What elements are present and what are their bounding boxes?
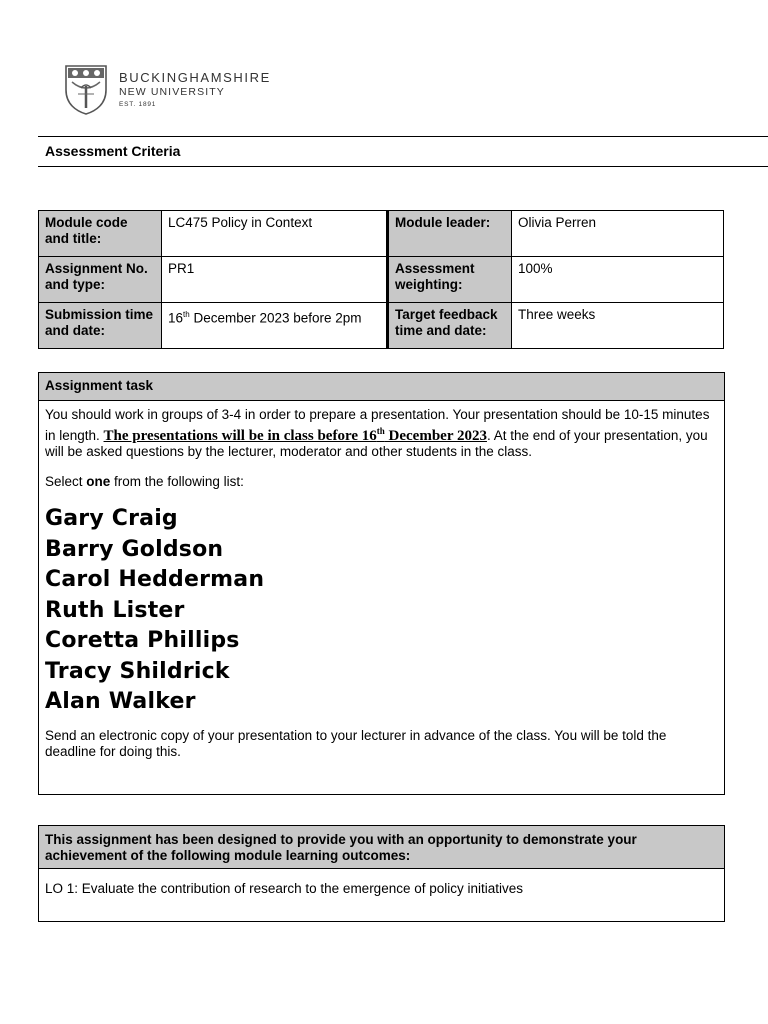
select-bold: one: [86, 474, 111, 489]
table-row: [39, 303, 724, 349]
module-leader-label: Module leader:: [388, 211, 512, 257]
list-item: Carol Hedderman: [45, 567, 265, 592]
list-item: Alan Walker: [45, 689, 196, 714]
submission-rest: December 2023 before 2pm: [189, 310, 362, 326]
task-text-end: . At the end of your presentation, you will be asked questions by the lecturer, moderator and other students in the class.: [45, 428, 708, 459]
table-row: [39, 257, 724, 303]
task-paragraph-1: [45, 407, 718, 460]
list-item: Ruth Lister: [45, 597, 185, 623]
bottom-rule: [38, 166, 768, 167]
university-logo: [64, 64, 284, 116]
submission-sup: th: [183, 310, 190, 319]
list-item: Coretta Phillips: [45, 628, 240, 653]
top-rule: [38, 136, 768, 137]
task-body: [39, 401, 725, 795]
weighting-label: Assessment weighting:: [388, 257, 512, 303]
weighting-value: 100%: [512, 257, 724, 303]
list-item: Barry Goldson: [45, 536, 224, 562]
select-text-end: from the following list:: [110, 474, 244, 489]
submission-day: 16: [168, 310, 184, 326]
assignment-task-box: [38, 372, 725, 795]
module-code-value: LC475 Policy in Context: [162, 211, 388, 257]
crest-icon: [64, 64, 108, 116]
logo-line-3: EST. 1891: [119, 101, 157, 108]
module-leader-value: Olivia Perren: [512, 211, 724, 257]
author-list: [45, 504, 718, 718]
deadline-emphasis: [104, 428, 487, 444]
outcome-lo1: LO 1: Evaluate the contribution of research to the emergence of policy initiatives: [39, 869, 725, 922]
feedback-label: Target feedback time and date:: [388, 303, 512, 349]
assignment-value: PR1: [162, 257, 388, 303]
outcomes-header: This assignment has been designed to provide you with an opportunity to demonstrate your achievement of the following module learning outcomes:: [39, 826, 725, 869]
list-item: Tracy Shildrick: [45, 658, 230, 684]
submission-value: [162, 303, 388, 349]
section-title: Assessment Criteria: [45, 143, 181, 159]
module-info-table: [38, 210, 724, 349]
deadline-end: December 2023: [384, 428, 487, 444]
module-code-label: Module code and title:: [39, 211, 162, 257]
logo-line-2: NEW UNIVERSITY: [119, 86, 225, 98]
select-instruction: [45, 474, 718, 490]
select-text: Select: [45, 474, 87, 489]
table-row: [39, 211, 724, 257]
feedback-value: Three weeks: [512, 303, 724, 349]
task-header: Assignment task: [39, 373, 725, 401]
assignment-label: Assignment No. and type:: [39, 257, 162, 303]
deadline-sup: th: [376, 426, 385, 436]
logo-line-1: BUCKINGHAMSHIRE: [119, 70, 271, 85]
task-text: You should work in groups of 3-4 in order to prepare a presentation. Your presentation should be 10-15 minutes in length.: [45, 407, 710, 443]
task-paragraph-2: Send an electronic copy of your presentation to your lecturer in advance of the class. You will be told the deadline for doing this.: [45, 727, 667, 759]
submission-label: Submission time and date:: [39, 303, 162, 349]
deadline-text: The presentations will be in class before 16: [103, 428, 377, 444]
learning-outcomes-box: [38, 825, 725, 922]
list-item: Gary Craig: [45, 506, 178, 531]
